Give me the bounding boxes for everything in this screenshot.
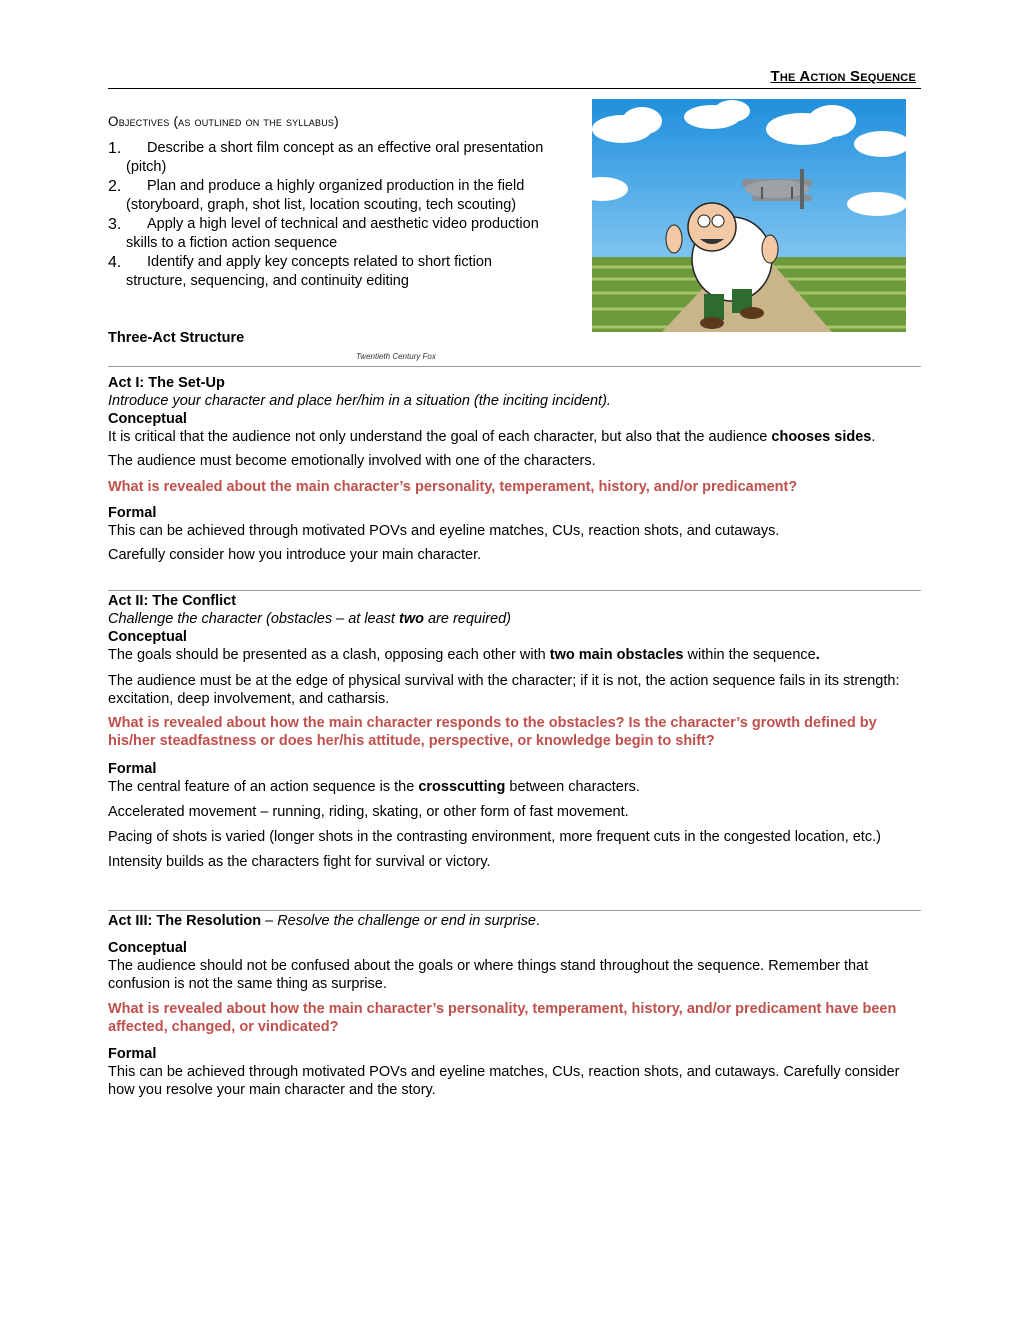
act2-section [108, 592, 921, 871]
act1-conceptual-p1-text: It is critical that the audience not only understand the goal of each character, but also that the audience [108, 429, 772, 445]
objective-item [108, 139, 548, 177]
act2-formal-p1 [108, 778, 921, 796]
act1-conceptual-p1-end: . [871, 429, 876, 445]
act3-formal-p1: This can be achieved through motivated POVs and eyeline matches, CUs, reaction shots, and cutaways. Carefully consider how you resolve your main character and the story. [108, 1064, 900, 1098]
header-rule [108, 88, 921, 89]
act3-title-italic: Resolve the challenge or end in surprise [277, 913, 536, 929]
act3-title-dash: – [261, 913, 278, 929]
act2-conceptual-p1-bold: two main obstacles [549, 647, 684, 663]
act2-conceptual-p1-mid: within the sequence [683, 647, 816, 663]
act1-conceptual-label: Conceptual [108, 411, 187, 427]
act1-formal-p1: This can be achieved through motivated POVs and eyeline matches, CUs, reaction shots, and cutaways. [108, 523, 780, 539]
image-credit: Twentieth Century Fox [356, 352, 436, 361]
objective-text: Plan and produce a highly organized production in the field (storyboard, graph, shot list, location scouting, tech scouting) [126, 178, 525, 213]
section-rule [108, 590, 921, 591]
section-rule [108, 910, 921, 911]
act3-conceptual-p1: The audience should not be confused about the goals or where things stand throughout the sequence. Remember that confusion is not the same thing as surprise. [108, 958, 869, 992]
act2-conceptual-p1-text: The goals should be presented as a clash, opposing each other with [108, 647, 550, 663]
objective-text: Identify and apply key concepts related to short fiction structure, sequencing, and continuity editing [126, 254, 492, 289]
three-act-heading: Three-Act Structure [108, 330, 245, 346]
act2-formal-p1-end: between characters. [505, 779, 640, 795]
document-title: The Action Sequence [770, 68, 916, 85]
objective-text: Apply a high level of technical and aesthetic video production skills to a fiction action sequence [126, 216, 539, 251]
cartoon-scene-image [592, 99, 906, 332]
act2-formal-p1-text: The central feature of an action sequence is the [108, 779, 419, 795]
act2-question: What is revealed about how the main character responds to the obstacles? Is the character’s growth defined by his/her steadfastness or does her/his attitude, perspective, or knowledge begin to shift? [108, 715, 877, 749]
act2-conceptual-label: Conceptual [108, 629, 187, 645]
objective-text: Describe a short film concept as an effective oral presentation (pitch) [126, 140, 544, 175]
act3-title: Act III: The Resolution [108, 913, 262, 929]
act2-title: Act II: The Conflict [108, 593, 237, 609]
objective-item [108, 215, 548, 253]
act3-conceptual-label: Conceptual [108, 940, 187, 956]
act2-conceptual-p1-end: . [815, 647, 820, 663]
act3-title-end: . [535, 913, 540, 929]
act1-formal-p2: Carefully consider how you introduce your main character. [108, 547, 482, 563]
objective-number: 3. [108, 216, 122, 233]
act1-section [108, 374, 921, 564]
act2-subtitle [108, 610, 921, 628]
illustration-cartoon [592, 99, 906, 332]
act2-formal-p4: Intensity builds as the characters fight for survival or victory. [108, 854, 491, 870]
act1-conceptual-p1-bold: chooses sides [771, 429, 872, 445]
act1-formal-label: Formal [108, 505, 157, 521]
act2-subtitle-text: Challenge the character (obstacles – at least [108, 611, 399, 627]
act3-formal-label: Formal [108, 1046, 157, 1062]
section-rule [108, 366, 921, 367]
act2-formal-label: Formal [108, 761, 157, 777]
act1-conceptual-p2: The audience must become emotionally involved with one of the characters. [108, 453, 596, 469]
act2-subtitle-bold: two [398, 611, 424, 627]
act1-title: Act I: The Set-Up [108, 375, 225, 391]
act1-question: What is revealed about the main character’s personality, temperament, history, and/or predicament? [108, 479, 798, 495]
objective-item [108, 177, 548, 215]
objective-number: 4. [108, 254, 122, 271]
act3-section [108, 912, 921, 1099]
objectives-list [108, 139, 548, 291]
act2-formal-p3: Pacing of shots is varied (longer shots in the contrasting environment, more frequent cuts in the congested location, etc.) [108, 829, 881, 845]
objective-number: 2. [108, 178, 122, 195]
objectives-heading-note: (as outlined on the syllabus) [173, 114, 339, 129]
act3-question: What is revealed about how the main character’s personality, temperament, history, and/or predicament have been affected, changed, or vindicated? [108, 1001, 897, 1035]
act2-formal-p2: Accelerated movement – running, riding, skating, or other form of fast movement. [108, 804, 629, 820]
act2-formal-p1-bold: crosscutting [418, 779, 506, 795]
act1-subtitle: Introduce your character and place her/him in a situation (the inciting incident). [108, 393, 611, 409]
objectives-heading [108, 114, 339, 129]
act2-subtitle-end: are required) [423, 611, 511, 627]
objectives-heading-label: Objectives [108, 114, 170, 129]
act2-conceptual-p1 [108, 646, 921, 664]
act2-conceptual-p2: The audience must be at the edge of physical survival with the character; if it is not, the action sequence fails in its strength: excitation, deep involvement, and catharsis. [108, 673, 900, 707]
objective-number: 1. [108, 140, 122, 157]
act3-title-line [108, 912, 921, 930]
act1-conceptual-p1 [108, 428, 968, 446]
objective-item [108, 253, 548, 291]
